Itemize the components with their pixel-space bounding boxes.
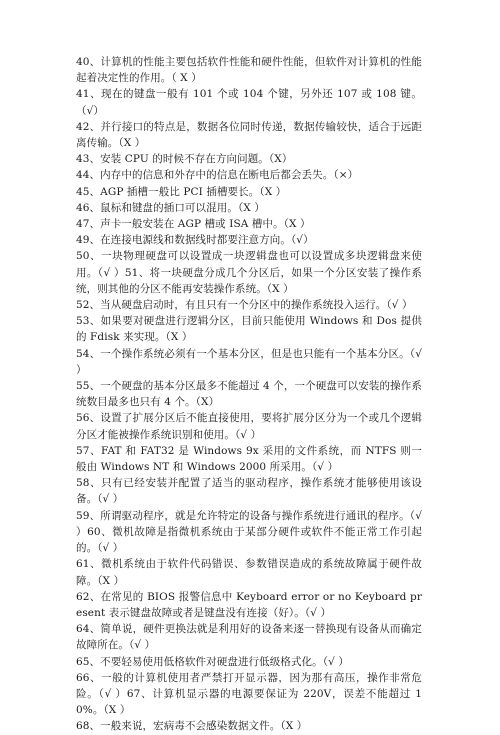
question-68: 68、一般来说，宏病毒不会感染数据文件。（X ）	[76, 720, 308, 733]
question-64: 64、简单说，硬件更换法就是利用好的设备来逐一替换现有设备从而确定故障所在。（√ ）	[76, 623, 422, 652]
question-42: 42、并行接口的特点是，数据各位同时传递，数据传输较快，适合于远距离传输。（X ）	[76, 120, 422, 150]
question-52: 52、当从硬盘启动时，有且只有一个分区中的操作系统投入运行。（√ ）	[76, 299, 413, 312]
question-55: 55、一个硬盘的基本分区最多不能超过 4 个，一个硬盘可以安装的操作系统数目最多也只有 4 个。（X）	[76, 380, 422, 409]
question-49: 49、在连接电源线和数据线时都要注意方向。（√）	[76, 234, 314, 247]
question-43: 43、安装 CPU 的时候不存在方向问题。（X）	[76, 153, 293, 166]
question-40: 40、计算机的性能主要包括软件性能和硬件性能，但软件对计算机的性能起着决定性的作用。（ X ）	[76, 56, 422, 85]
question-54: 54、一个操作系统必须有一个基本分区，但是也只能有一个基本分区。（√ ）	[76, 347, 422, 376]
question-47: 47、声卡一般安装在 AGP 槽或 ISA 槽中。（X ）	[76, 218, 311, 231]
question-61: 61、微机系统由于软件代码错误、参数错误造成的系统故障属于硬件故障。（X ）	[76, 558, 422, 587]
question-66-67: 66、一般的计算机使用者严禁打开显示器，因为那有高压，操作非常危险。（√ ）67、计算机显示器的电源要保证为 220V，误差不能超过 10%。（X ）	[76, 671, 422, 717]
question-44: 44、内存中的信息和外存中的信息在断电后都会丢失。（×）	[76, 169, 359, 182]
question-46: 46、鼠标和键盘的插口可以混用。（X ）	[76, 201, 265, 214]
question-58: 58、只有已经安装并配置了适当的驱动程序，操作系统才能够使用该设备。（√ ）	[76, 477, 422, 506]
question-50-51: 50、一块物理硬盘可以设置成一块逻辑盘也可以设置成多块逻辑盘来使用。（√ ）51、将一块硬盘分成几个分区后，如果一个分区安装了操作系统，则其他的分区不能再安装操作系统。（X ）	[76, 250, 422, 295]
question-57: 57、FAT 和 FAT32 是 Windows 9x 采用的文件系统，而 NTFS 则一般由 Windows NT 和 Windows 2000 所采用。（√ ）	[76, 444, 422, 474]
question-53: 53、如果要对硬盘进行逻辑分区，目前只能使用 Windows 和 Dos 提供的 Fdisk 来实现。（X ）	[76, 315, 422, 344]
question-62: 62、在常见的 BIOS 报警信息中 Keyboard error or no Keyboard present 表示键盘故障或者是键盘没有连接（好）。（√ ）	[76, 590, 422, 619]
question-45: 45、AGP 插槽一般比 PCI 插槽要长。（X ）	[76, 185, 287, 198]
question-65: 65、不要轻易使用低格软件对硬盘进行低级格式化。（√ ）	[76, 655, 349, 668]
question-59-60: 59、所谓驱动程序，就是允许特定的设备与操作系统进行通讯的程序。（√ ）60、微机故障是指微机系统由于某部分硬件或软件不能正常工作引起的。（√ ）	[76, 509, 422, 555]
question-56: 56、设置了扩展分区后不能直接使用，要将扩展分区分为一个或几个逻辑分区才能被操作系统识别和使用。（√ ）	[76, 412, 422, 441]
question-41: 41、现在的键盘一般有 101 个或 104 个键，另外还 107 或 108 键。（√）	[76, 88, 422, 117]
document-body	[76, 54, 422, 735]
